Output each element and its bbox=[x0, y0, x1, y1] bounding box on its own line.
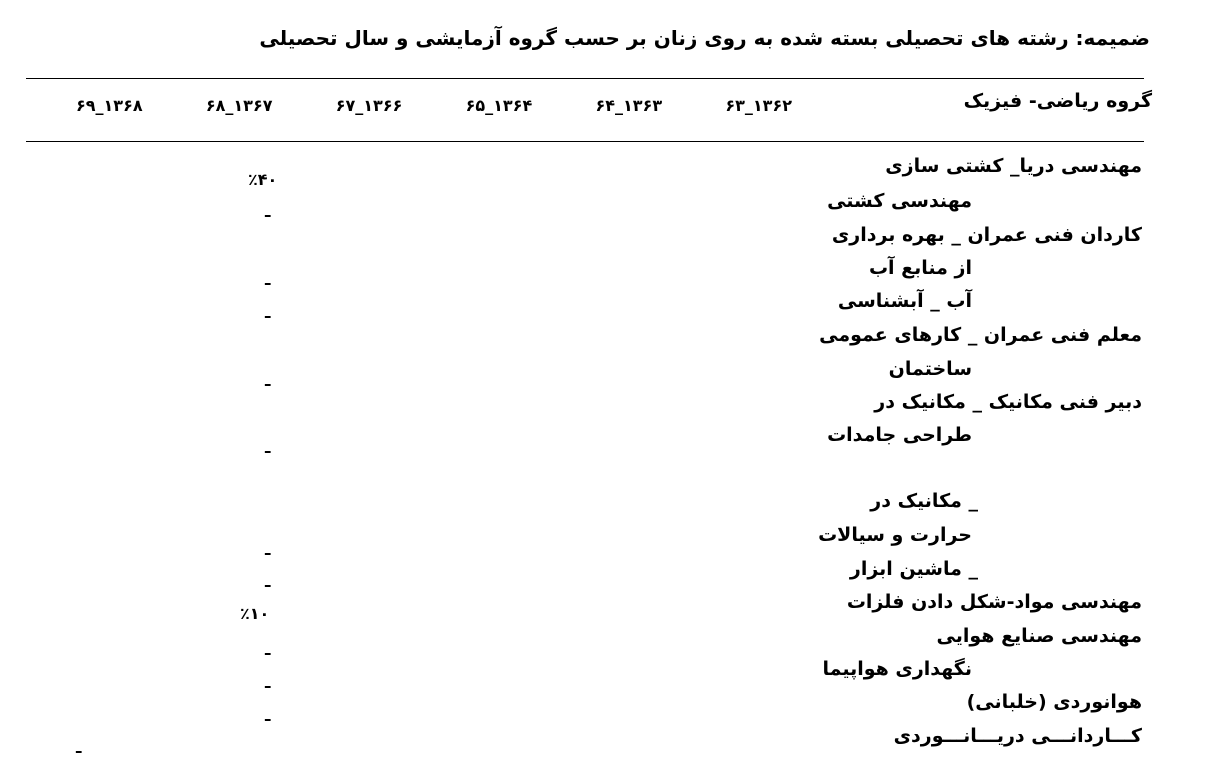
dash-value: ـ bbox=[265, 371, 271, 390]
year-header: ۶۵_۱۳۶۴ bbox=[465, 96, 533, 115]
dash-value: ـ bbox=[265, 640, 271, 659]
group-label: گروه ریاضی- فیزیک bbox=[963, 90, 1152, 112]
field-name: طراحی جامدات bbox=[827, 424, 972, 446]
field-name: مهندسی صنایع هوایی bbox=[936, 625, 1142, 647]
year-header: ۶۳_۱۳۶۲ bbox=[725, 96, 792, 115]
field-name: هوانوردی (خلبانی) bbox=[966, 691, 1142, 713]
dash-value: ـ bbox=[265, 303, 271, 322]
percentage-value: ٪۴۰ bbox=[248, 170, 278, 189]
field-name: مهندسی کشتی bbox=[827, 190, 972, 212]
field-name: مهندسی مواد-شکل دادن فلزات bbox=[846, 591, 1142, 613]
field-name: دبیر فنی مکانیک _ مکانیک در bbox=[874, 391, 1142, 413]
year-header: ۶۷_۱۳۶۶ bbox=[335, 96, 403, 115]
field-name: ساختمان bbox=[888, 358, 972, 380]
dash-value: ـ bbox=[265, 540, 271, 559]
header-top-rule bbox=[26, 78, 1144, 79]
dash-value: ـ bbox=[265, 673, 271, 692]
field-name: _ مکانیک در bbox=[870, 490, 978, 512]
year-header: ۶۴_۱۳۶۳ bbox=[595, 96, 663, 115]
percentage-value: ٪۱۰ bbox=[240, 604, 270, 623]
dash-value: ـ bbox=[265, 202, 271, 221]
dash-value: ـ bbox=[265, 438, 271, 457]
header-bottom-rule bbox=[26, 141, 1144, 142]
page-title: ضمیمه: رشته های تحصیلی بسته شده به روی زنان بر حسب گروه آزمایشی و سال تحصیلی bbox=[259, 26, 1150, 50]
year-columns bbox=[76, 96, 792, 115]
field-name: _ ماشین ابزار bbox=[849, 558, 978, 580]
dash-value: ـ bbox=[76, 738, 82, 757]
year-header: ۶۸_۱۳۶۷ bbox=[205, 96, 273, 115]
field-name: کاردان فنی عمران _ بهره برداری bbox=[831, 224, 1142, 246]
field-name: از منابع آب bbox=[868, 257, 972, 279]
field-name: معلم فنی عمران _ کارهای عمومی bbox=[819, 324, 1142, 346]
field-name: نگهداری هواپیما bbox=[822, 658, 972, 680]
field-name: کـــاردانـــی دریـــانـــوردی bbox=[893, 725, 1142, 747]
field-name: مهندسی دریا_ کشتی سازی bbox=[885, 155, 1142, 177]
year-header: ۶۹_۱۳۶۸ bbox=[76, 96, 143, 115]
dash-value: ـ bbox=[265, 270, 271, 289]
field-name: آب _ آبشناسی bbox=[837, 290, 972, 312]
dash-value: ـ bbox=[265, 572, 271, 591]
field-name: حرارت و سیالات bbox=[818, 524, 972, 546]
dash-value: ـ bbox=[265, 706, 271, 725]
